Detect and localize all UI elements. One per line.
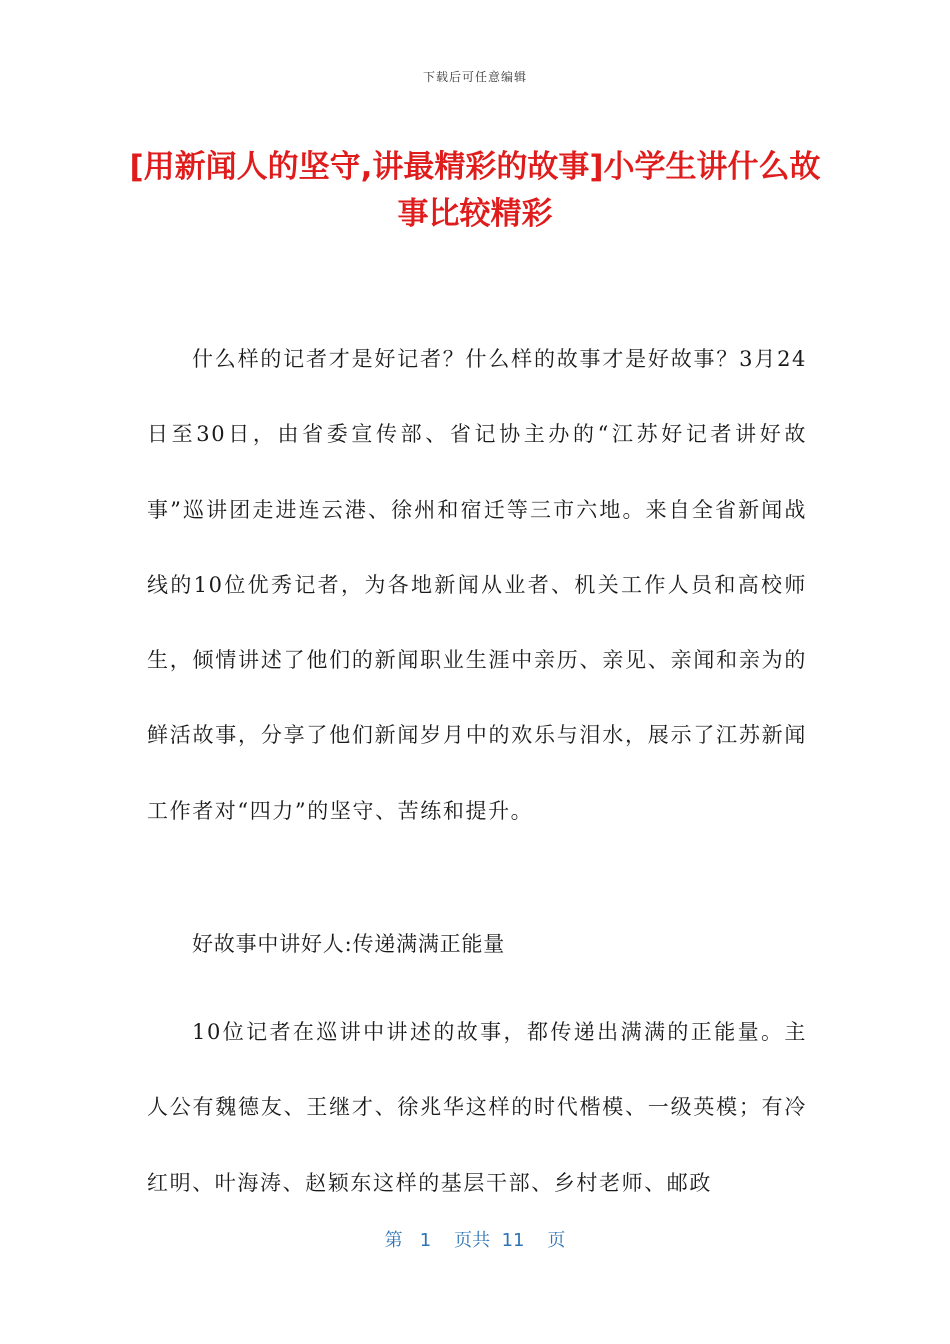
footer-page-suffix: 页 (547, 1230, 566, 1251)
section-subheading: 好故事中讲好人:传递满满正能量 (192, 932, 506, 956)
footer-page-prefix: 第 (384, 1230, 403, 1251)
footer-total-pages: 11 (501, 1230, 525, 1251)
paragraph-intro: 什么样的记者才是好记者？什么样的故事才是好故事？3月24日至30日，由省委宣传部、省记协主办的“江苏好记者讲好故事”巡讲团走进连云港、徐州和宿迁等三市六地。来自全省新闻战线的10位优秀记者，为各地新闻从业者、机关工作人员和高校师生，倾情讲述了他们的新闻职业生涯中亲历、亲见、亲闻和亲为的鲜活故事，分享了他们新闻岁月中的欢乐与泪水，展示了江苏新闻工作者对“四力”的坚守、苦练和提升。 (147, 347, 807, 823)
document-title: [用新闻人的坚守,讲最精彩的故事]小学生讲什么故事比较精彩 (129, 149, 821, 232)
footer-page-middle: 页共 (454, 1230, 491, 1251)
paragraph-section-body: 10位记者在巡讲中讲述的故事，都传递出满满的正能量。主人公有魏德友、王继才、徐兆华这样的时代楷模、一级英模；有冷红明、叶海涛、赵颖东这样的基层干部、乡村老师、邮政 (147, 1020, 807, 1195)
footer-current-page: 1 (419, 1230, 432, 1251)
page-footer (0, 1226, 950, 1252)
header-note: 下载后可任意编辑 (422, 70, 527, 84)
